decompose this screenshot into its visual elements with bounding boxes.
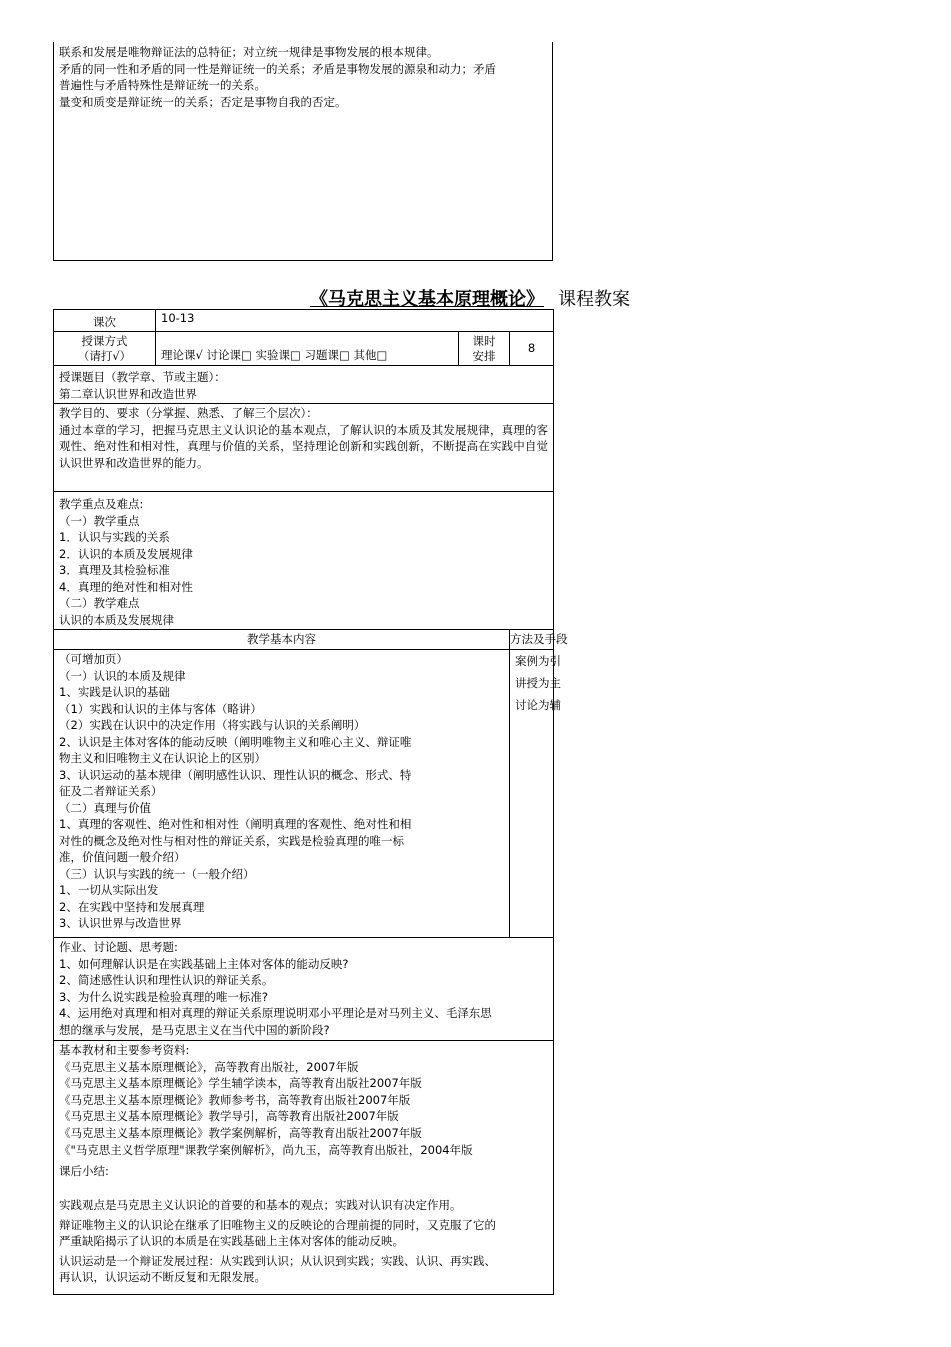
key-points-line: （二）教学难点 [59,596,140,610]
content-line: 1、实践是认识的基础 [59,685,170,699]
key-points-line: 4．真理的绝对性和相对性 [59,579,193,594]
topic-value: 第二章认识世界和改造世界 [59,386,197,401]
methods-cell [510,650,561,938]
reference-line: 《马克思主义基本原理概论》，高等教育出版社，2007年版 [59,1059,359,1074]
key-points-cell [54,492,554,630]
content-line: 2、认识是主体对客体的能动反映（阐明唯物主义和唯心主义、辩证唯 [59,734,412,749]
page-title [310,285,630,311]
content-line: 准，价值问题一般介绍） [59,850,186,864]
content-line: （二）真理与价值 [59,800,151,815]
lesson-number-label: 课次 [54,310,156,332]
reference-line: 《"马克思主义哲学原理"课教学案例解析》，尚九玉，高等教育出版社，2004年版 [59,1143,473,1157]
class-hours-label [459,332,510,366]
method-item: 讲授为主 [515,676,561,690]
content-line: 1、真理的客观性、绝对性和相对性（阐明真理的客观性、绝对性和相 [59,817,412,831]
content-line: 1、一切从实际出发 [59,883,159,897]
title-suffix: 课程教案 [558,289,630,310]
topic-label: 授课题目（教学章、节或主题）： [59,370,226,384]
references-summary-cell [54,1041,554,1295]
content-header: 教学基本内容 [54,630,510,650]
class-hours-value: 8 [510,332,554,366]
homework-cell [54,938,554,1041]
summary-line: 认识运动是一个辩证发展过程：从实践到认识；从认识到实践；实践、认识、再实践、 [59,1253,496,1268]
homework-line: 2、简述感性认识和理性认识的辩证关系。 [59,973,274,987]
content-cell [54,650,510,938]
reference-line: 《马克思主义基本原理概论》教学导引，高等教育出版社2007年版 [59,1109,399,1123]
content-line: （2）实践在认识中的决定作用（将实践与认识的关系阐明） [59,718,366,732]
reference-line: 基本教材和主要参考资料: [59,1043,190,1057]
content-line: 对性的概念及绝对性与相对性的辩证关系，实践是检验真理的唯一标 [59,833,404,848]
summary-line: 联系和发展是唯物辩证法的总特征；对立统一规律是事物发展的根本规律。 [59,45,439,59]
summary-line: 辩证唯物主义的认识论在继承了旧唯物主义的反映论的合理前提的同时，又克服了它的 [59,1217,496,1232]
key-points-line: （一）教学重点 [59,513,140,528]
homework-line: 4、运用绝对真理和相对真理的辩证关系原理说明邓小平理论是对马列主义、毛泽东思 [59,1006,492,1020]
content-line: 3、认识世界与改造世界 [59,916,182,930]
homework-line: 1、如何理解认识是在实践基础上主体对客体的能动反映? [59,956,349,971]
homework-line: 想的继承与发展，是马克思主义在当代中国的新阶段? [59,1022,330,1037]
objectives-cell [54,404,554,492]
content-line: （1）实践和认识的主体与客体（略讲） [59,701,262,716]
method-item: 案例为引 [515,654,561,668]
summary-label: 课后小结: [59,1163,109,1178]
teaching-method-label [54,332,156,366]
key-points-line: 2．认识的本质及发展规律 [59,546,193,561]
content-line: （一）认识的本质及规律 [59,668,186,683]
content-line: 3、认识运动的基本规律（阐明感性认识、理性认识的概念、形式、特 [59,767,412,782]
objectives-text: 通过本章的学习，把握马克思主义认识论的基本观点，了解认识的本质及其发展规律，真理的客观性、绝对性和相对性，真理与价值的关系，坚持理论创新和实践创新，不断提高在实践中自觉认识世界和改造世界的能力。 [59,422,549,470]
summary-line: 普遍性与矛盾特殊性是辩证统一的关系。 [59,78,266,92]
key-points-line: 1．认识与实践的关系 [59,530,170,544]
content-line: 物主义和旧唯物主义在认识论上的区别） [59,751,266,765]
objectives-label: 教学目的、要求（分掌握、熟悉、了解三个层次）： [59,406,318,420]
reference-line: 《马克思主义基本原理概论》学生辅学读本，高等教育出版社2007年版 [59,1076,422,1090]
reference-line: 《马克思主义基本原理概论》教师参考书，高等教育出版社2007年版 [59,1092,411,1107]
summary-line: 再认识，认识运动不断反复和无限发展。 [59,1270,266,1284]
content-line: 2、在实践中坚持和发展真理 [59,899,205,914]
method-item: 讨论为辅 [515,698,561,712]
key-points-line: 认识的本质及发展规律 [59,612,174,627]
key-points-line: 教学重点及难点: [59,497,144,511]
homework-line: 3、为什么说实践是检验真理的唯一标准? [59,989,268,1004]
methods-header: 方法及手段 [510,630,554,650]
key-points-line: 3．真理及其检验标准 [59,563,170,577]
lesson-plan-table [53,309,568,1295]
course-name: 《马克思主义基本原理概论》 [310,289,544,310]
content-line: 征及二者辩证关系） [59,784,163,798]
reference-line: 《马克思主义基本原理概论》教学案例解析，高等教育出版社2007年版 [59,1125,422,1140]
topic-cell [54,366,554,404]
class-hours-label-text: 课时 安排 [472,333,496,363]
lesson-number-value: 10-13 [156,310,554,332]
content-line: （三）认识与实践的统一（一般介绍） [59,866,255,881]
summary-line: 严重缺陷揭示了认识的本质是在实践基础上主体对客体的能动反映。 [59,1234,404,1248]
summary-line: 量变和质变是辩证统一的关系；否定是事物自我的否定。 [59,94,347,109]
teaching-method-label-text: 授课方式 （请打√） [77,333,132,363]
teaching-method-options: 理论课√ 讨论课□ 实验课□ 习题课□ 其他□ [156,332,459,366]
homework-line: 作业、讨论题、思考题: [59,940,178,954]
summary-line: 矛盾的同一性和矛盾的同一性是辩证统一的关系；矛盾是事物发展的源泉和动力；矛盾 [59,61,496,76]
content-line: （可增加页） [59,652,128,666]
summary-line: 实践观点是马克思主义认识论的首要的和基本的观点；实践对认识有决定作用。 [59,1198,462,1212]
previous-summary-box [53,42,553,261]
